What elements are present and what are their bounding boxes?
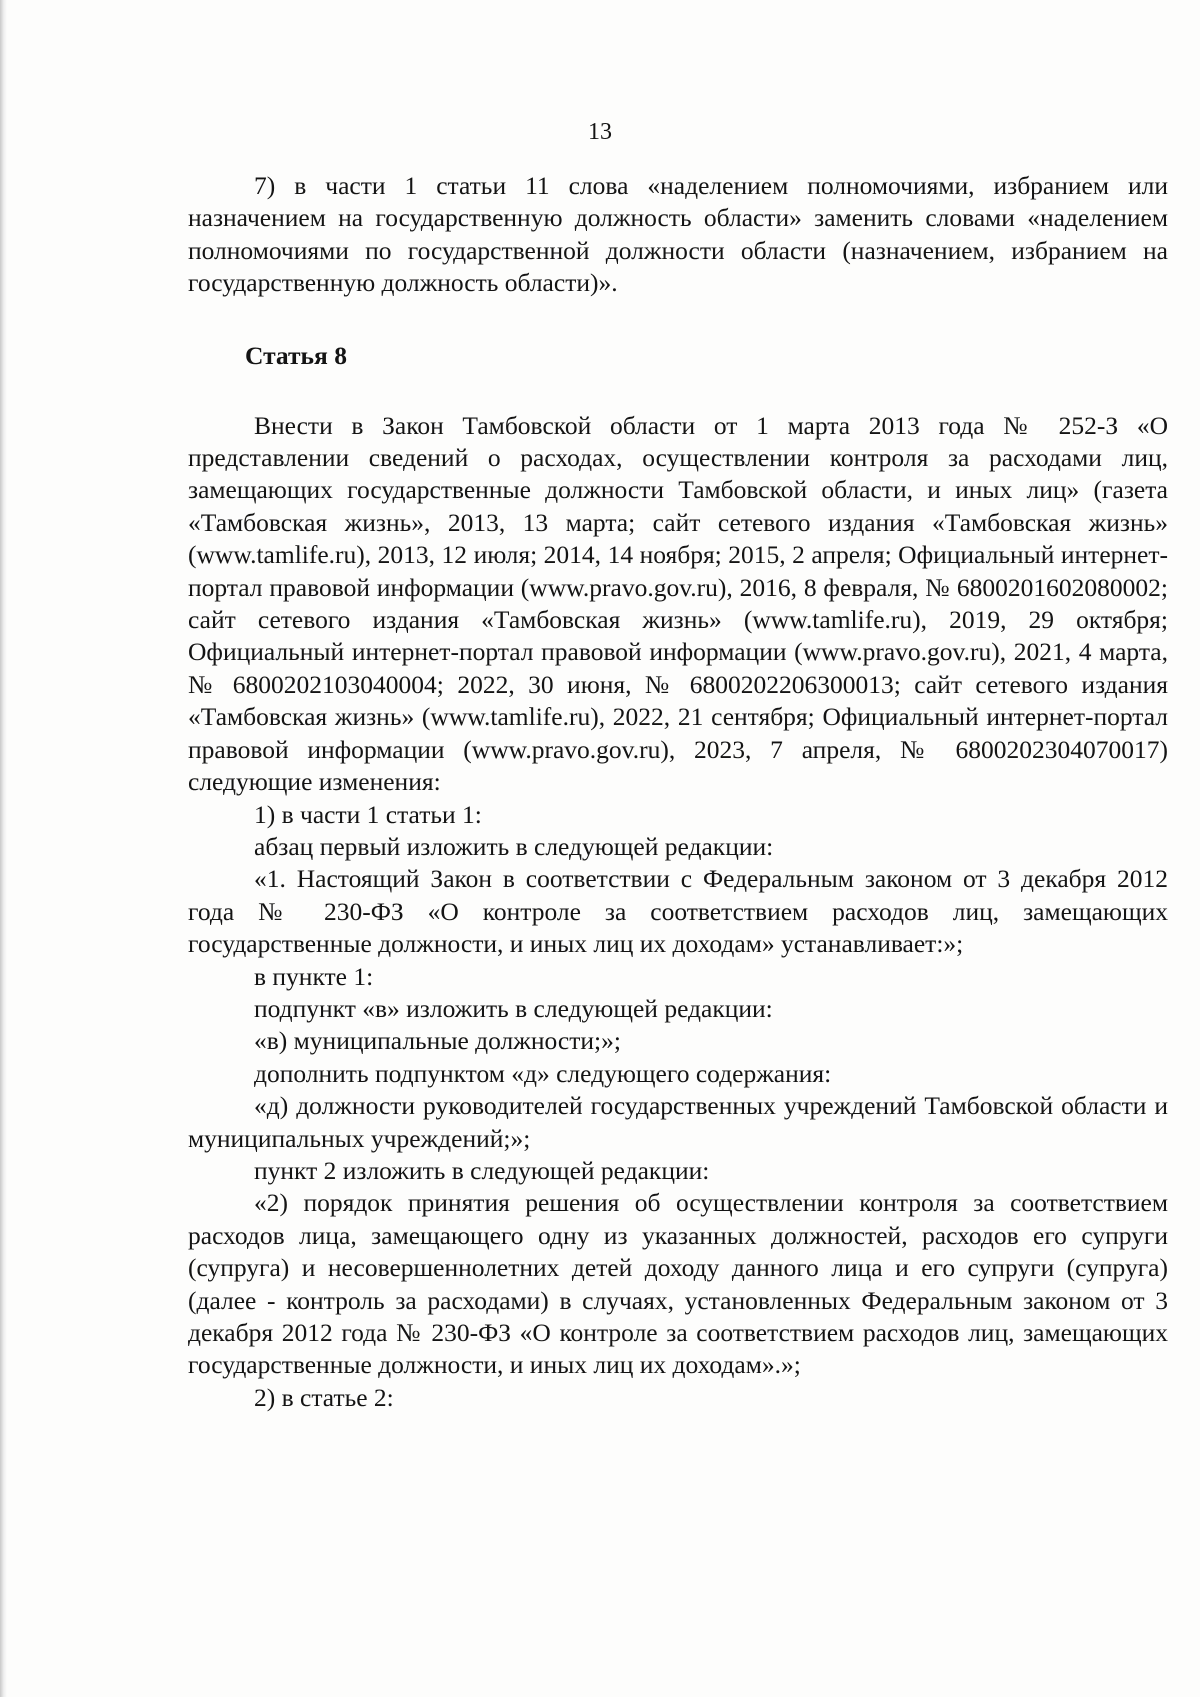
amendment-line: подпункт «в» изложить в следующей редакции:	[254, 993, 773, 1023]
amendment-quote: «1. Настоящий Закон в соответствии с Федеральным законом от 3 декабря 2012 года № 230-ФЗ «О контроле за соответствием расходов лиц, замещающих государственные должности, и иных лиц их доходам» устанавливает:»;	[188, 864, 1168, 959]
intro-paragraph: Внести в Закон Тамбовской области от 1 марта 2013 года № 252-З «О представлении сведений о расходах, осуществлении контроля за расходами лиц, замещающих государственные должности Тамбовской области, и иных лиц» (газета «Тамбовская жизнь», 2013, 13 марта; сайт сетевого издания «Тамбовская жизнь» (www.tamlife.ru), 2013, 12 июля; 2014, 14 ноября; 2015, 2 апреля; Официальный интернет-портал правовой информации (www.pravo.gov.ru), 2016, 8 февраля, № 6800201602080002; сайт сетевого издания «Тамбовская жизнь» (www.tamlife.ru), 2019, 29 октября; Официальный интернет-портал правовой информации (www.pravo.gov.ru), 2021, 4 марта, № 6800202103040004; 2022, 30 июня, № 6800202206300013; сайт сетевого издания «Тамбовская жизнь» (www.tamlife.ru), 2022, 21 сентября; Официальный интернет-портал правовой информации (www.pravo.gov.ru), 2023, 7 апреля, № 6800202304070017) следующие изменения:	[188, 410, 1168, 797]
amendment-line: дополнить подпунктом «д» следующего содержания:	[254, 1058, 832, 1088]
amendment-line: абзац первый изложить в следующей редакции:	[254, 831, 774, 861]
amendment-quote: «2) порядок принятия решения об осуществлении контроля за соответствием расходов лица, замещающего одну из указанных должностей, расходов его супруги (супруга) и несовершеннолетних детей доходу данного лица и его супруги (супруга) (далее - контроль за расходами) в случаях, установленных Федеральным законом от 3 декабря 2012 года № 230-ФЗ «О контроле за соответствием расходов лиц, замещающих государственные должности, и иных лиц их доходам».»;	[188, 1188, 1168, 1380]
amendment-line: 2) в статье 2:	[254, 1382, 394, 1412]
amendment-line: пункт 2 изложить в следующей редакции:	[254, 1155, 710, 1185]
page-number: 13	[588, 119, 612, 145]
amendment-line: 1) в части 1 статьи 1:	[254, 799, 482, 829]
article-heading: Статья 8	[245, 340, 347, 370]
scan-edge-shadow	[0, 0, 7, 1697]
amendment-quote: «д) должности руководителей государственных учреждений Тамбовской области и муниципальных учреждений;»;	[188, 1091, 1168, 1153]
item-7-paragraph: 7) в части 1 статьи 11 слова «наделением полномочиями, избранием или назначением на государственную должность области» заменить словами «наделением полномочиями по государственной должности области (назначением, избранием на государственную должность области)».	[188, 171, 1168, 298]
document-body	[188, 170, 1168, 1414]
amendment-quote: «в) муниципальные должности;»;	[254, 1026, 621, 1056]
amendment-line: в пункте 1:	[254, 961, 374, 991]
